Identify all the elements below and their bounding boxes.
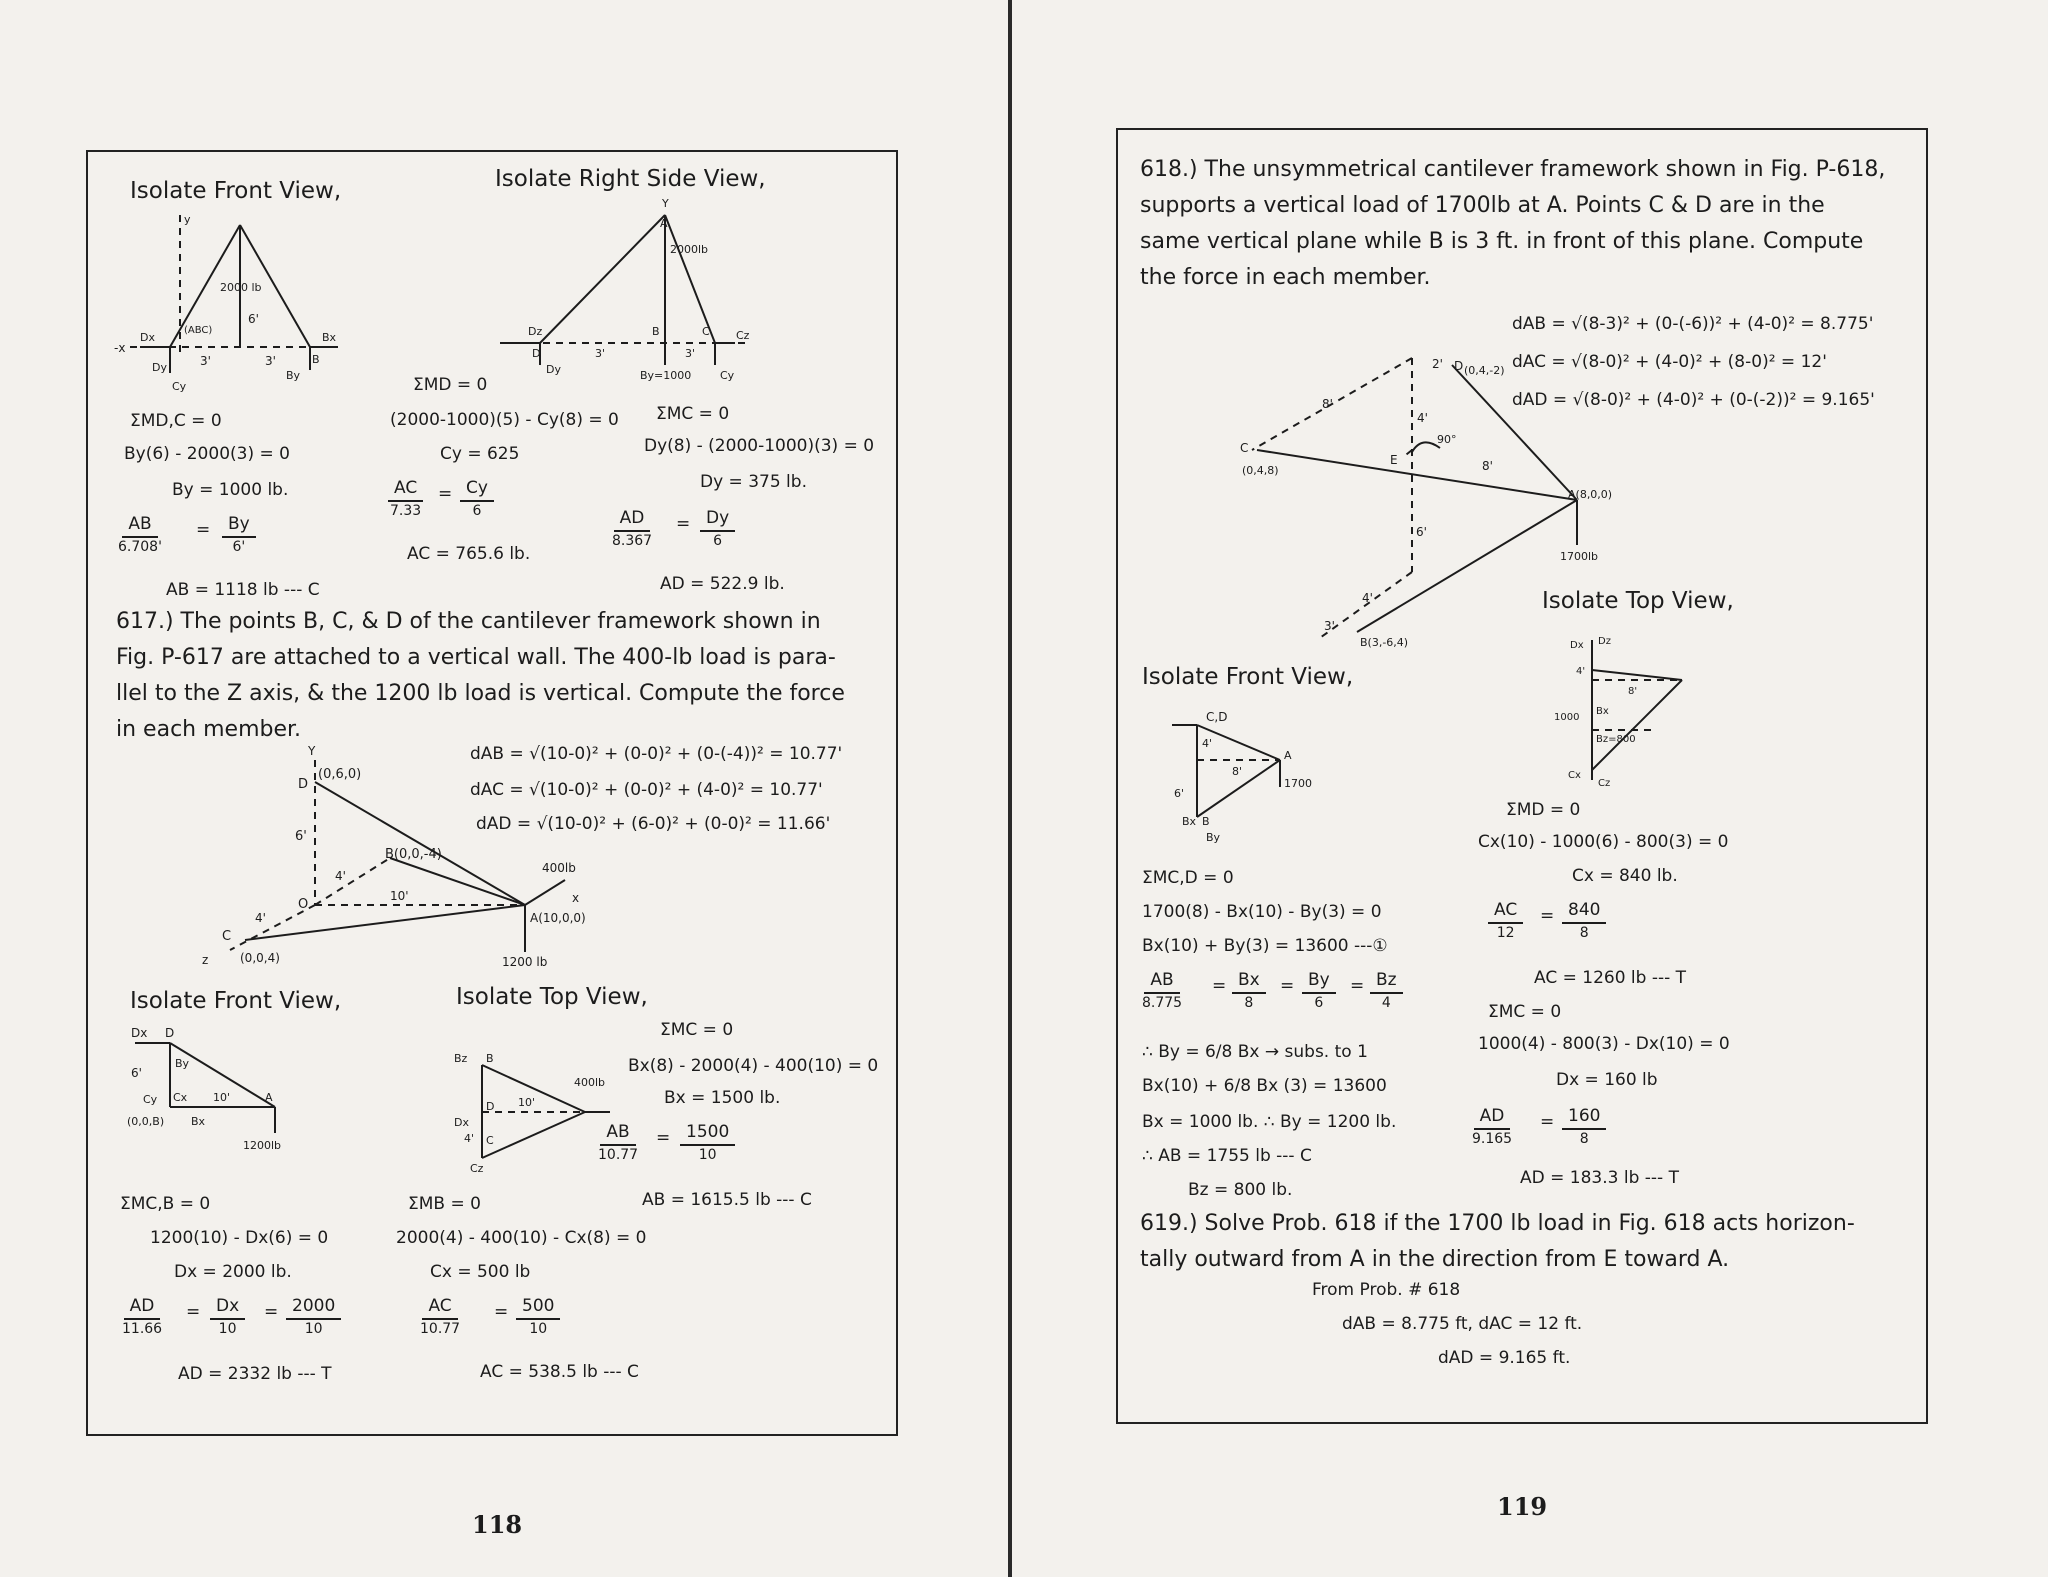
label-D: D <box>532 347 541 360</box>
eq-a12: AD = 522.9 lb. <box>660 574 785 594</box>
frac-dx-10: Dx 10 <box>210 1298 245 1337</box>
label-617-dim-6: 6' <box>295 829 307 844</box>
eq-b11: Cx = 500 lb <box>430 1262 531 1282</box>
eq-a6: (2000-1000)(5) - Cy(8) = 0 <box>390 410 619 430</box>
eq-c11: Bx(10) + By(3) = 13600 ---① <box>1142 936 1388 956</box>
figure-p618 <box>1212 340 1632 670</box>
eq-sign-a3: = <box>676 514 691 534</box>
frac-ad-b: AD 11.66 <box>122 1296 163 1337</box>
label-618-A-coord: A(8,0,0) <box>1568 488 1613 501</box>
frac-dy-6: Dy 6 <box>700 510 735 549</box>
label-neg-x: -x <box>114 341 126 355</box>
label-b-Bx: Bx <box>191 1115 206 1128</box>
label-bt-D: D <box>486 1100 495 1113</box>
label-bt-dim-10: 10' <box>518 1096 536 1109</box>
label-bt-Bz: Bz <box>454 1052 468 1065</box>
label-b-Cx: Cx <box>173 1091 188 1104</box>
eq-b4: AB = 1615.5 lb --- C <box>642 1190 812 1210</box>
label-618-dim-3: 3' <box>1324 619 1335 633</box>
label-member-ac: (ABC) <box>184 325 213 336</box>
label-618-dim-4a: 4' <box>1417 411 1428 425</box>
label-b-dim-10: 10' <box>213 1091 231 1104</box>
label-load-2000: 2000 lb <box>220 281 262 294</box>
label-b-dim-6: 6' <box>131 1066 142 1080</box>
frac-ad-a: AD 8.367 <box>612 508 653 549</box>
eq-c10: 1700(8) - Bx(10) - By(3) = 0 <box>1142 902 1382 922</box>
frac-1500-10: 1500 10 <box>680 1124 735 1163</box>
label-617-C: C <box>222 929 232 944</box>
label-ct-Bx: Bx <box>1596 706 1609 717</box>
problem-617-text <box>116 604 845 748</box>
label-Cy-r: Cy <box>720 369 735 382</box>
heading-right-side-view: Isolate Right Side View, <box>495 166 766 192</box>
label-Cy: Cy <box>172 380 187 393</box>
label-b-1200lb: 1200lb <box>243 1139 282 1152</box>
label-617-O: O <box>298 897 309 912</box>
label-b-D: D <box>165 1026 175 1040</box>
eq-dab-dac: dAB = 8.775 ft, dAC = 12 ft. <box>1342 1314 1583 1334</box>
label-618-C-coord: (0,4,8) <box>1242 464 1279 477</box>
frac-500-10: 500 10 <box>516 1298 560 1337</box>
eq-b7: Dx = 2000 lb. <box>174 1262 292 1282</box>
label-618-D-coord: (0,4,-2) <box>1464 364 1505 377</box>
label-B-r: B <box>652 325 660 338</box>
eq-b2: Bx(8) - 2000(4) - 400(10) = 0 <box>628 1056 879 1076</box>
eq-b10: 2000(4) - 400(10) - Cx(8) = 0 <box>396 1228 647 1248</box>
label-bt-400lb: 400lb <box>574 1076 606 1089</box>
problem-617-line-2: Fig. P-617 are attached to a vertical wall. The 400-lb load is para- <box>116 645 836 670</box>
figure-top-view-b <box>440 1040 620 1180</box>
d618-ab: dAB = √(8-3)² + (0-(-6))² + (4-0)² = 8.775' <box>1512 314 1874 334</box>
label-dim-3a: 3' <box>200 354 211 368</box>
label-bt-C: C <box>486 1134 494 1147</box>
eq-sign-b3: = <box>264 1302 279 1322</box>
label-bt-dim-4: 4' <box>464 1132 475 1145</box>
label-dim-3b: 3' <box>265 354 276 368</box>
label-618-dim-8a: 8' <box>1322 397 1333 411</box>
left-page <box>0 0 1012 1577</box>
frac-ab-c: AB 8.775 <box>1142 970 1183 1011</box>
label-617-1200lb: 1200 lb <box>502 955 548 969</box>
eq-sign-c3: = <box>1212 976 1227 996</box>
figure-front-view-a <box>110 205 360 395</box>
label-c-B: B <box>1202 815 1210 828</box>
label-bt-B: B <box>486 1052 494 1065</box>
figure-front-view-c <box>1162 705 1312 855</box>
label-A: A <box>660 217 668 230</box>
label-617-x: x <box>572 891 580 905</box>
heading-front-view: Isolate Front View, <box>130 178 342 204</box>
frac-by-6-c: By 6 <box>1302 972 1336 1011</box>
label-dim-6: 6' <box>248 312 259 326</box>
label-b-Dx: Dx <box>131 1026 148 1040</box>
eq-b12: AC = 538.5 lb --- C <box>480 1362 639 1382</box>
frac-ab-a: AB 6.708' <box>118 514 162 555</box>
frac-ac-b: AC 10.77 <box>420 1296 461 1337</box>
label-618-angle: 90° <box>1437 433 1457 446</box>
frac-by-6: By 6' <box>222 516 256 555</box>
eq-sign-a2: = <box>438 484 453 504</box>
problem-618-line-2: supports a vertical load of 1700lb at A. Points C & D are in the <box>1140 193 1825 218</box>
frac-160-8: 160 8 <box>1562 1108 1606 1147</box>
from-prob-618: From Prob. # 618 <box>1312 1280 1461 1300</box>
eq-c4: AC = 1260 lb --- T <box>1534 968 1687 988</box>
frac-2000-10: 2000 10 <box>286 1298 341 1337</box>
frac-cy-6: Cy 6 <box>460 480 494 519</box>
label-ct-Dx: Dx <box>1570 640 1584 651</box>
label-618-dim-4b: 4' <box>1362 591 1373 605</box>
label-c-A: A <box>1284 749 1292 762</box>
label-617-dim-10: 10' <box>390 889 409 903</box>
label-b-Cy: Cy <box>143 1093 158 1106</box>
label-617-D: D <box>298 777 309 792</box>
label-ct-dim-4: 4' <box>1576 666 1586 677</box>
eq-c7: Dx = 160 lb <box>1556 1070 1658 1090</box>
label-bt-Cz: Cz <box>470 1162 484 1175</box>
label-ct-Cz: Cz <box>1598 778 1611 789</box>
label-c-By: By <box>1206 831 1221 844</box>
label-ct-Cx: Cx <box>1568 770 1581 781</box>
label-Dz: Dz <box>528 325 543 338</box>
label-618-C: C <box>1240 441 1249 455</box>
eq-a10: Dy(8) - (2000-1000)(3) = 0 <box>644 436 875 456</box>
label-617-z: z <box>202 953 209 967</box>
label-617-A-coord: A(10,0,0) <box>530 911 586 925</box>
label-bt-Dx: Dx <box>454 1116 469 1129</box>
eq-a1: ΣMD,C = 0 <box>130 411 222 431</box>
eq-b6: 1200(10) - Dx(6) = 0 <box>150 1228 329 1248</box>
label-618-B-coord: B(3,-6,4) <box>1360 636 1409 649</box>
eq-a7: Cy = 625 <box>440 444 520 464</box>
eq-sign-b1: = <box>656 1128 671 1148</box>
problem-619-line-1: 619.) Solve Prob. 618 if the 1700 lb load in Fig. 618 acts horizon- <box>1140 1211 1855 1236</box>
label-617-Y: Y <box>308 744 316 758</box>
label-617-D-coord: (0,6,0) <box>318 767 362 782</box>
eq-b9: ΣMB = 0 <box>408 1194 481 1214</box>
label-b-By: By <box>175 1057 190 1070</box>
problem-619-text <box>1140 1206 1855 1278</box>
label-y-axis: y <box>184 213 191 226</box>
label-617-B-coord: B(0,0,-4) <box>385 847 442 862</box>
eq-a2: By(6) - 2000(3) = 0 <box>124 444 290 464</box>
label-618-1700lb: 1700lb <box>1560 550 1599 563</box>
eq-c14: Bx = 1000 lb. ∴ By = 1200 lb. <box>1142 1112 1397 1132</box>
heading-front-view-c: Isolate Front View, <box>1142 664 1354 690</box>
eq-c12: ∴ By = 6/8 Bx → subs. to 1 <box>1142 1042 1368 1062</box>
eq-c6: 1000(4) - 800(3) - Dx(10) = 0 <box>1478 1034 1730 1054</box>
d618-ad: dAD = √(8-0)² + (4-0)² + (0-(-2))² = 9.165' <box>1512 390 1875 410</box>
eq-sign-c2: = <box>1540 1112 1555 1132</box>
label-B: B <box>312 353 320 366</box>
label-618-dim-8b: 8' <box>1482 459 1493 473</box>
eq-a3: By = 1000 lb. <box>172 480 289 500</box>
label-ct-dim-8: 8' <box>1628 686 1638 697</box>
label-618-dim-2: 2' <box>1432 357 1443 371</box>
eq-a8: AC = 765.6 lb. <box>407 544 531 564</box>
frac-bx-8: Bx 8 <box>1232 972 1266 1011</box>
label-load-2000-r: 2000lb <box>670 243 709 256</box>
heading-front-view-b: Isolate Front View, <box>130 988 342 1014</box>
label-618-D: D <box>1454 359 1464 373</box>
heading-top-view-b: Isolate Top View, <box>456 984 648 1010</box>
d617-ad: dAD = √(10-0)² + (6-0)² + (0-0)² = 11.66' <box>476 814 831 834</box>
frac-ac-a: AC 7.33 <box>388 480 423 519</box>
right-page <box>1012 0 2048 1577</box>
eq-c1: ΣMD = 0 <box>1506 800 1581 820</box>
label-ct-1000: 1000 <box>1554 712 1580 723</box>
eq-b8: AD = 2332 lb --- T <box>178 1364 332 1384</box>
page-number-right: 119 <box>1497 1492 1548 1521</box>
frac-ab-b: AB 10.77 <box>598 1122 639 1163</box>
label-c-dim-8: 8' <box>1232 765 1243 778</box>
label-618-E: E <box>1390 453 1398 467</box>
eq-b1: ΣMC = 0 <box>660 1020 734 1040</box>
eq-c9: ΣMC,D = 0 <box>1142 868 1234 888</box>
problem-618-text <box>1140 152 1885 296</box>
eq-c13: Bx(10) + 6/8 Bx (3) = 13600 <box>1142 1076 1387 1096</box>
d618-ac: dAC = √(8-0)² + (4-0)² + (8-0)² = 12' <box>1512 352 1827 372</box>
problem-618-line-4: the force in each member. <box>1140 265 1431 290</box>
frac-ac-c: AC 12 <box>1488 902 1523 941</box>
frac-ad-c: AD 9.165 <box>1472 1106 1513 1147</box>
problem-617-line-1: 617.) The points B, C, & D of the cantilever framework shown in <box>116 609 821 634</box>
eq-c3: Cx = 840 lb. <box>1572 866 1678 886</box>
label-Cz: Cz <box>736 329 750 342</box>
label-c-dim-6: 6' <box>1174 787 1185 800</box>
eq-a5: ΣMD = 0 <box>413 375 488 395</box>
label-dim-3-r1: 3' <box>595 347 606 360</box>
label-c-dim-4: 4' <box>1202 737 1213 750</box>
d617-ac: dAC = √(10-0)² + (0-0)² + (4-0)² = 10.77' <box>470 780 823 800</box>
eq-b5: ΣMC,B = 0 <box>120 1194 211 1214</box>
label-y-axis-r: Y <box>662 197 669 210</box>
eq-sign-b4: = <box>494 1302 509 1322</box>
label-c-Bx: Bx <box>1182 815 1197 828</box>
problem-617-line-3: llel to the Z axis, & the 1200 lb load is vertical. Compute the force <box>116 681 845 706</box>
label-617-C-coord: (0,0,4) <box>240 951 280 965</box>
problem-618-line-3: same vertical plane while B is 3 ft. in front of this plane. Compute <box>1140 229 1864 254</box>
eq-c5: ΣMC = 0 <box>1488 1002 1562 1022</box>
page-number-left: 118 <box>472 1510 523 1539</box>
eq-sign-a1: = <box>196 520 211 540</box>
problem-617-line-4: in each member. <box>116 717 302 742</box>
label-Dy-r: Dy <box>546 363 561 376</box>
label-C-r: C <box>702 325 710 338</box>
eq-sign-c4: = <box>1280 976 1295 996</box>
eq-b3: Bx = 1500 lb. <box>664 1088 781 1108</box>
label-ct-Bz: Bz=800 <box>1596 734 1636 745</box>
figure-p617 <box>180 740 630 970</box>
eq-sign-c5: = <box>1350 976 1365 996</box>
d617-ab: dAB = √(10-0)² + (0-0)² + (0-(-4))² = 10.77' <box>470 744 843 764</box>
figure-top-view-c <box>1532 630 1692 790</box>
frac-bz-4: Bz 4 <box>1370 972 1403 1011</box>
label-618-dim-6: 6' <box>1416 525 1427 539</box>
label-dim-3-r2: 3' <box>685 347 696 360</box>
label-By: By <box>286 369 301 382</box>
eq-c15: ∴ AB = 1755 lb --- C <box>1142 1146 1312 1166</box>
figure-front-view-b <box>125 1025 325 1155</box>
eq-dad: dAD = 9.165 ft. <box>1438 1348 1571 1368</box>
label-c-1700: 1700 <box>1284 777 1312 790</box>
eq-sign-b2: = <box>186 1302 201 1322</box>
label-Dx: Dx <box>140 331 155 344</box>
problem-619-line-2: tally outward from A in the direction from E toward A. <box>1140 1247 1730 1272</box>
label-b-pt: (0,0,B) <box>127 1115 165 1128</box>
label-617-400lb: 400lb <box>542 861 576 875</box>
eq-c2: Cx(10) - 1000(6) - 800(3) = 0 <box>1478 832 1729 852</box>
label-617-dim-4a: 4' <box>335 869 346 883</box>
label-Dy: Dy <box>152 361 167 374</box>
figure-right-side-view <box>480 195 770 385</box>
eq-a4: AB = 1118 lb --- C <box>166 580 320 600</box>
label-617-dim-4b: 4' <box>255 911 266 925</box>
eq-sign-c1: = <box>1540 906 1555 926</box>
eq-a9: ΣMC = 0 <box>656 404 730 424</box>
problem-618-line-1: 618.) The unsymmetrical cantilever framework shown in Fig. P-618, <box>1140 157 1886 182</box>
label-Bx: Bx <box>322 331 337 344</box>
label-By-1000: By=1000 <box>640 369 692 382</box>
label-c-CD: C,D <box>1206 710 1228 724</box>
frac-840-8: 840 8 <box>1562 902 1606 941</box>
label-ct-Dz: Dz <box>1598 636 1611 647</box>
heading-top-view-c: Isolate Top View, <box>1542 588 1734 614</box>
label-b-A: A <box>265 1091 273 1104</box>
eq-c16: Bz = 800 lb. <box>1188 1180 1293 1200</box>
eq-c8: AD = 183.3 lb --- T <box>1520 1168 1679 1188</box>
eq-a11: Dy = 375 lb. <box>700 472 807 492</box>
